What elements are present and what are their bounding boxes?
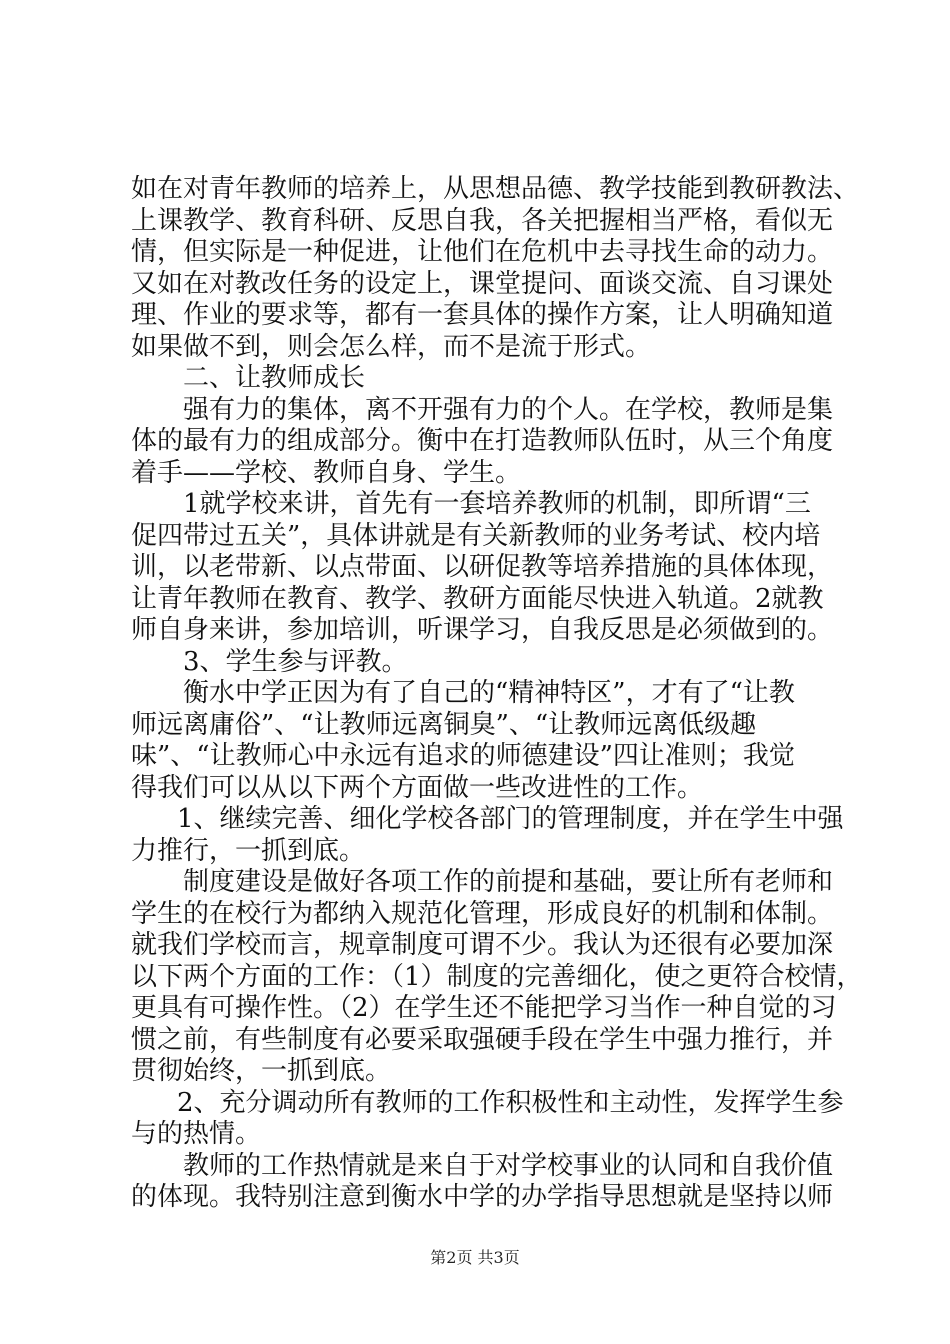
text-line: 教师的工作热情就是来自于对学校事业的认同和自我价值 (183, 1150, 834, 1181)
document-body (131, 174, 863, 1214)
text-line: 更具有可操作性。（2）在学生还不能把学习当作一种自觉的习 (131, 993, 837, 1023)
text-line: 就我们学校而言，规章制度可谓不少。我认为还很有必要加深 (131, 930, 834, 960)
text-line: 上课教学、教育科研、反思自我，各关把握相当严格，看似无 (131, 205, 834, 236)
section-heading: 2、充分调动所有教师的工作积极性和主动性，发挥学生参 (177, 1087, 844, 1118)
text-line: 强有力的集体，离不开强有力的个人。在学校，教师是集 (183, 394, 834, 425)
text-line: 制度建设是做好各项工作的前提和基础，要让所有老师和 (183, 867, 834, 897)
text-line: 学生的在校行为都纳入规范化管理，形成良好的机制和体制。 (131, 898, 834, 929)
text-line: 味”、“让教师心中永远有追求的师德建设”四让准则；我觉 (131, 741, 795, 771)
text-line: 着手——学校、教师自身、学生。 (131, 457, 522, 488)
text-line: 如果做不到，则会怎么样，而不是流于形式。 (131, 331, 652, 362)
text-line: 与的热情。 (131, 1119, 262, 1149)
text-line: 又如在对教改任务的设定上，课堂提问、面谈交流、自习课处 (131, 268, 834, 299)
text-line: 1就学校来讲，首先有一套培养教师的机制，即所谓“三 (183, 489, 811, 519)
text-line: 促四带过五关”，具体讲就是有关新教师的业务考试、校内培 (131, 520, 821, 551)
text-line: 理、作业的要求等，都有一套具体的操作方案，让人明确知道 (131, 300, 834, 330)
text-line: 惯之前，有些制度有必要采取强硬手段在学生中强力推行，并 (131, 1024, 834, 1055)
text-line: 贯彻始终，一抓到底。 (131, 1056, 392, 1086)
text-line: 师自身来讲，参加培训，听课学习，自我反思是必须做到的。 (131, 615, 834, 645)
text-line: 力推行，一抓到底。 (131, 835, 366, 866)
text-line: 师远离庸俗”、“让教师远离铜臭”、“让教师远离低级趣 (131, 709, 757, 740)
text-line: 的体现。我特别注意到衡水中学的办学指导思想就是坚持以师 (131, 1182, 834, 1212)
text-line: 以下两个方面的工作：（1）制度的完善细化，使之更符合校情， (131, 961, 863, 992)
text-line: 让青年教师在教育、教学、教研方面能尽快进入轨道。2就教 (131, 583, 824, 614)
text-line: 如在对青年教师的培养上，从思想品德、教学技能到教研教法、 (131, 174, 860, 204)
text-line: 体的最有力的组成部分。衡中在打造教师队伍时，从三个角度 (131, 426, 834, 456)
section-heading: 3、学生参与评教。 (183, 646, 408, 677)
section-heading: 1、继续完善、细化学校各部门的管理制度，并在学生中强 (177, 804, 844, 834)
text-line: 训，以老带新、以点带面、以研促教等培养措施的具体体现， (131, 552, 834, 582)
page-number-footer: 第2页 共3页 (430, 1248, 520, 1267)
text-line: 得我们可以从以下两个方面做一些改进性的工作。 (131, 772, 704, 803)
section-heading: 二、让教师成长 (183, 363, 366, 393)
text-line: 衡水中学正因为有了自己的“精神特区”，才有了“让教 (183, 678, 795, 708)
text-line: 情，但实际是一种促进，让他们在危机中去寻找生命的动力。 (131, 237, 834, 267)
